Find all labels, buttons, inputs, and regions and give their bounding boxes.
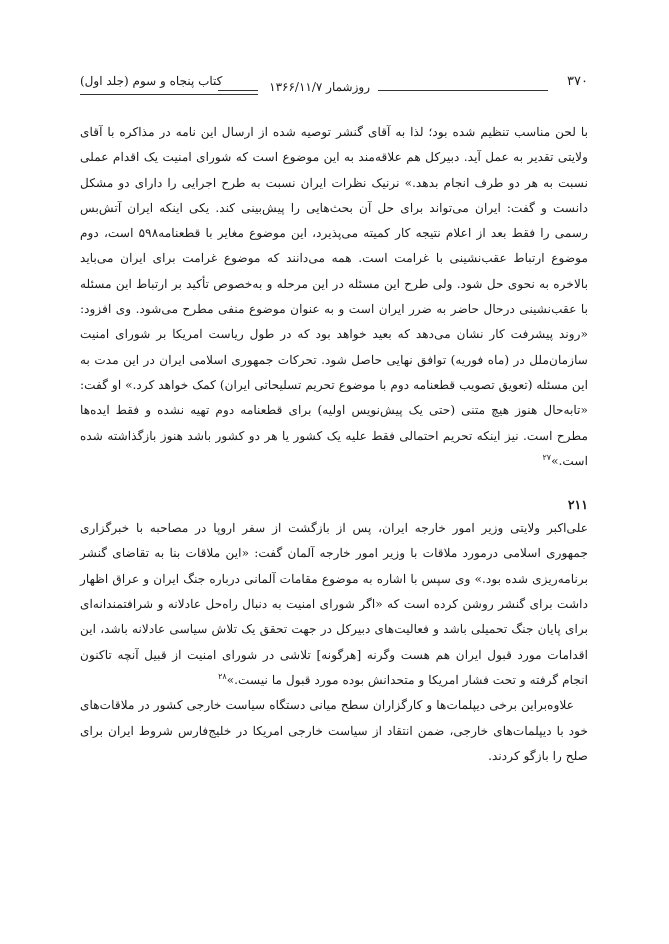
running-header — [80, 74, 588, 96]
header-rule-short — [218, 90, 258, 91]
entry-number: ۲۱۱ — [567, 497, 588, 513]
book-title: کتاب پنجاه و سوم (جلد اول) — [80, 74, 223, 88]
paragraph-3: علاوه‌براین برخی دیپلمات‌ها و کارگزاران سطح میانی دستگاه سیاست خارجی کشور در ملاقات‌های خود با دیپلمات‌های خارجی، ضمن انتقاد از سیاست خارجی امریکا در خلیج‌فارس شروط ایران برای صلح را بازگو کردند. — [80, 698, 588, 763]
paragraph-1-text: با لحن مناسب تنظیم شده بود؛ لذا به آقای گنشر توصیه شده از ارسال این نامه در مذاکره با آقای ولایتی تقدیر به عمل آید. دبیرکل هم علاقه‌مند به این موضوع است که شورای امنیت یک اقدام عملی نسبت به هر دو طرف انجام بدهد.» نرنیک نظرات ایران نسبت به طرح اجرایی را دارای دو مشکل دانست و گفت: ایران می‌تواند برای حل آن بحث‌هایی را پیش‌بینی کند. یکی اینکه ایران آتش‌بس رسمی را فقط بعد از اعلام نتیجه کار کمیته می‌پذیرد، این موضوع مغایر با قطعنامه۵۹۸ است، دوم موضوع ارتباط عقب‌نشینی با غرامت است. همه می‌دانند که موضوع غرامت برای ایران می‌باید بالاخره به نحوی حل شود. ولی طرح این مسئله در این مرحله و به‌خصوص تأکید بر ارتباط این مسئله با عقب‌نشینی درحال حاضر به ضرر ایران است و به عنوان موضوع منفی مطرح می‌شود. وی افزود: «روند پیشرفت کار نشان می‌دهد که بعید خواهد بود که در طول ریاست امریکا بر شورای امنیت سازمان‌ملل در (ماه فوریه) توافق نهایی حاصل شود. تحرکات جمهوری اسلامی ایران در این مدت به این مسئله (تعویق تصویب قطعنامه دوم با موضوع تحریم تسلیحاتی ایران) کمک خواهد کرد.» او گفت: «تابه‌حال هنوز هیچ متنی (حتی یک پیش‌نویس اولیه) برای قطعنامه دوم تهیه نشده و فقط ایده‌ها مطرح است. نیز اینکه تحریم احتمالی فقط علیه یک کشور یا هر دو کشور باشد هنوز بازگذاشته شده است.» — [80, 125, 589, 468]
paragraph-2 — [80, 516, 588, 693]
paragraph-1 — [80, 120, 588, 474]
header-rule-long — [378, 90, 548, 91]
footnote-ref-27: ۲۷ — [542, 452, 552, 462]
body-text — [80, 120, 588, 769]
book-title-underline — [80, 94, 258, 95]
paragraph-2-text: علی‌اکبر ولایتی وزیر امور خارجه ایران، پس از بازگشت از سفر اروپا در مصاحبه با خبرگزاری جمهوری اسلامی درمورد ملاقات با وزیر امور خارجه آلمان گفت: «این ملاقات بنا به تقاضای گنشر برنامه‌ریزی شده بود.» وی سپس با اشاره به موضوع مقامات آلمانی درباره جنگ ایران و عراق اظهار داشت برای گنشر روشن کرده است که «اگر شورای امنیت به دنبال راه‌حل عادلانه و شرافتمندانه‌ای برای پایان جنگ تحمیلی باشد و فعالیت‌های دبیرکل در جهت تحقق یک تلاش سیاسی عادلانه باشد، این اقدامات مورد قبول ایران هم هست وگرنه [هرگونه] تلاشی در شورای امنیت از قبیل آنچه تاکنون انجام گرفته و تحت فشار امریکا و متحدانش بوده مورد قبول ما نیست.» — [80, 521, 588, 687]
page-number: ۳۷۰ — [567, 74, 588, 89]
footnote-ref-28: ۲۸ — [218, 671, 227, 681]
header-date: روزشمار ۱۳۶۶/۱۱/۷ — [269, 80, 370, 94]
